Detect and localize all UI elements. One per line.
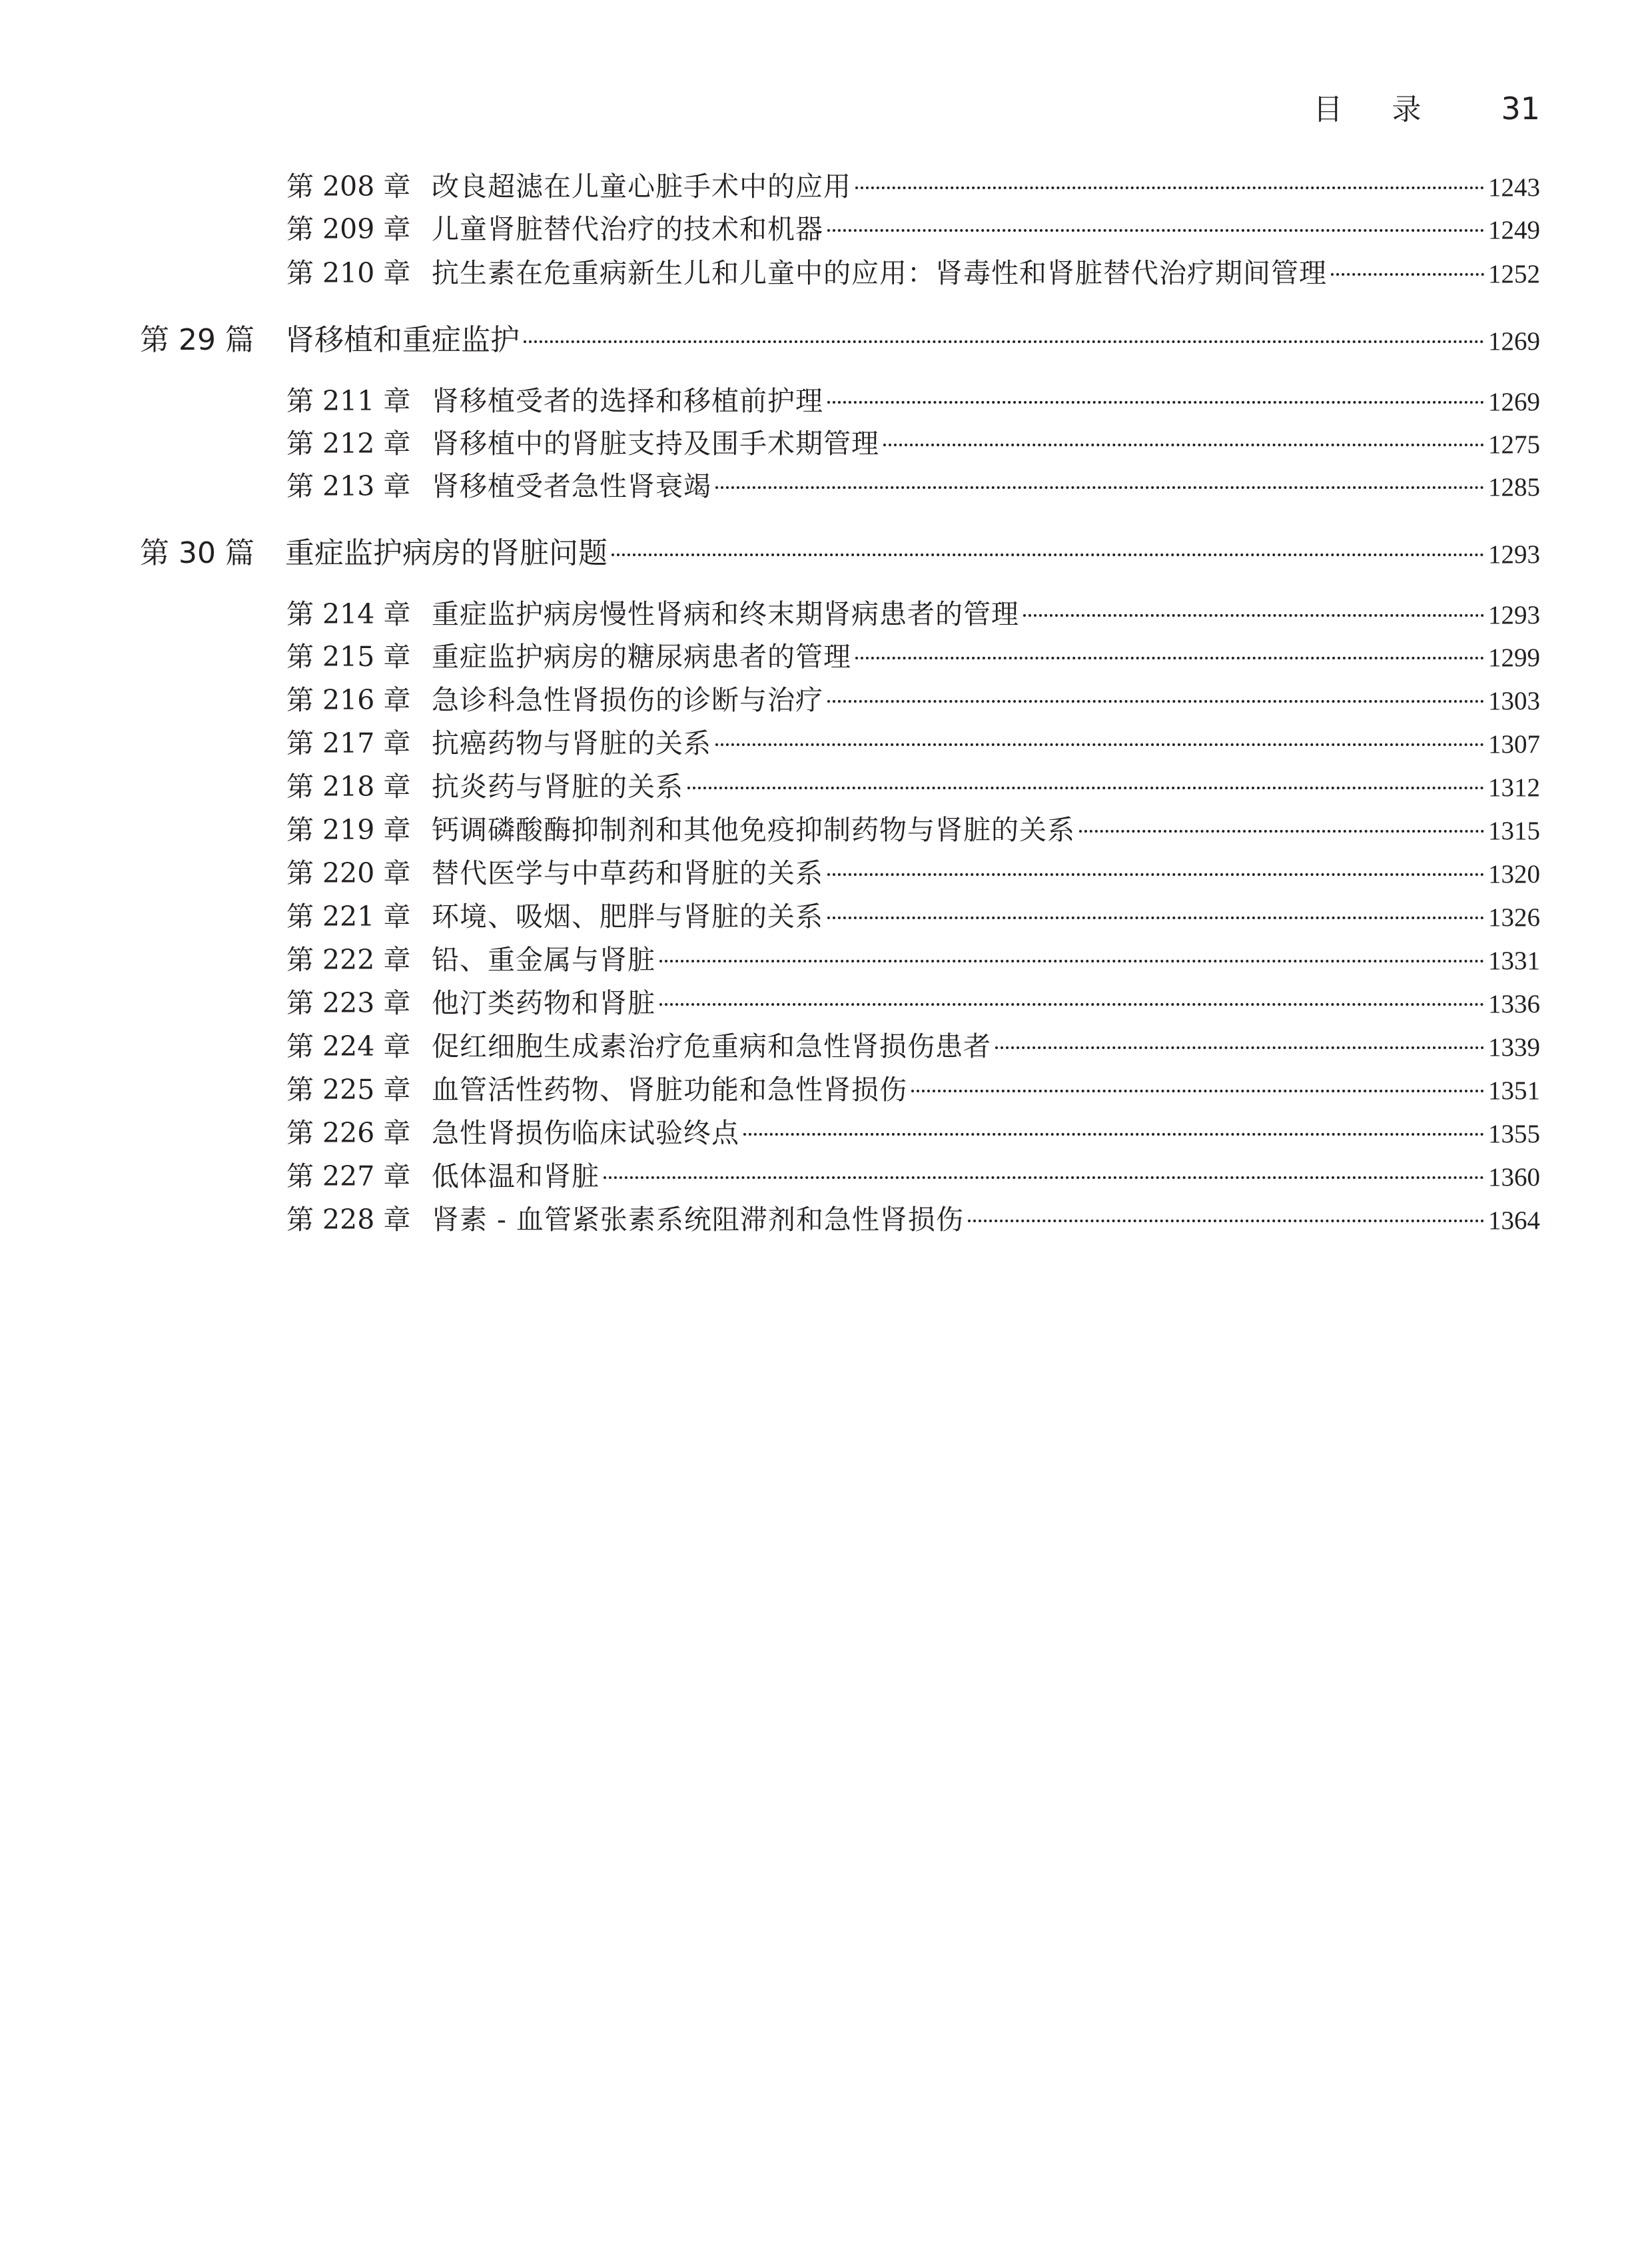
chapter-number: 第 224 章 [286, 1030, 411, 1062]
toc-chapter-213[interactable] [286, 466, 1540, 506]
chapter-number: 第 227 章 [286, 1160, 411, 1192]
page-number: 31 [1501, 91, 1540, 127]
part-page: 1269 [1488, 327, 1540, 356]
toc-chapter-221[interactable] [286, 897, 1540, 936]
chapter-page: 1307 [1488, 730, 1540, 759]
dot-leader [883, 444, 1484, 446]
toc-chapter-224[interactable] [286, 1026, 1540, 1066]
toc-chapter-226[interactable] [286, 1113, 1540, 1153]
dot-leader [995, 1046, 1484, 1049]
chapter-number: 第 212 章 [286, 428, 411, 460]
chapter-page: 1331 [1488, 946, 1540, 975]
dot-leader [855, 657, 1484, 659]
chapter-page: 1326 [1488, 903, 1540, 932]
dot-leader [687, 787, 1484, 789]
chapter-title: 肾移植中的肾脏支持及围手术期管理 [432, 428, 879, 460]
dot-leader [827, 700, 1484, 703]
chapter-title: 血管活性药物、肾脏功能和急性肾损伤 [432, 1074, 907, 1106]
chapter-number: 第 223 章 [286, 987, 411, 1019]
dot-leader [743, 1133, 1484, 1136]
chapter-title: 环境、吸烟、肥胖与肾脏的关系 [432, 901, 823, 933]
chapter-title: 促红细胞生成素治疗危重病和急性肾损伤患者 [432, 1030, 991, 1062]
part-page: 1293 [1488, 540, 1540, 569]
chapter-page: 1303 [1488, 687, 1540, 715]
chapter-title: 肾移植受者的选择和移植前护理 [432, 385, 823, 417]
chapter-page: 1293 [1488, 601, 1540, 629]
toc-chapter-222[interactable] [286, 940, 1540, 980]
chapter-title: 肾素 - 血管紧张素系统阻滞剂和急性肾损伤 [432, 1204, 964, 1236]
dot-leader [911, 1090, 1484, 1092]
toc-chapter-215[interactable] [286, 637, 1540, 677]
chapter-title: 重症监护病房慢性肾病和终末期肾病患者的管理 [432, 598, 1019, 630]
toc-chapter-212[interactable] [286, 424, 1540, 464]
toc-chapter-217[interactable] [286, 723, 1540, 763]
chapter-title: 抗生素在危重病新生儿和儿童中的应用：肾毒性和肾脏替代治疗期间管理 [432, 257, 1327, 289]
chapter-page: 1351 [1488, 1076, 1540, 1105]
toc-chapter-218[interactable] [286, 767, 1540, 807]
running-header [1313, 85, 1540, 128]
header-title: 目录 [1313, 93, 1471, 127]
chapter-number: 第 217 章 [286, 727, 411, 759]
toc-chapter-210[interactable] [286, 253, 1540, 293]
chapter-title: 抗癌药物与肾脏的关系 [432, 727, 711, 759]
dot-leader [1023, 614, 1484, 617]
toc-chapter-209[interactable] [286, 209, 1540, 249]
dot-leader [659, 1003, 1484, 1006]
chapter-page: 1275 [1488, 430, 1540, 459]
toc-part-30[interactable] [140, 532, 1540, 575]
chapter-page: 1252 [1488, 260, 1540, 288]
chapter-page: 1315 [1488, 817, 1540, 845]
chapter-title: 肾移植受者急性肾衰竭 [432, 470, 711, 502]
chapter-title: 钙调磷酸酶抑制剂和其他免疫抑制药物与肾脏的关系 [432, 814, 1075, 846]
toc-part-29[interactable] [140, 318, 1540, 362]
chapter-number: 第 210 章 [286, 257, 411, 289]
dot-leader [827, 873, 1484, 876]
chapter-page: 1336 [1488, 990, 1540, 1018]
chapter-number: 第 216 章 [286, 684, 411, 716]
chapter-number: 第 228 章 [286, 1204, 411, 1236]
chapter-page: 1285 [1488, 473, 1540, 502]
chapter-number: 第 221 章 [286, 901, 411, 933]
toc-chapter-223[interactable] [286, 983, 1540, 1023]
chapter-number: 第 211 章 [286, 385, 411, 417]
chapter-title: 重症监护病房的糖尿病患者的管理 [432, 641, 851, 673]
chapter-title: 急诊科急性肾损伤的诊断与治疗 [432, 684, 823, 716]
chapter-page: 1339 [1488, 1033, 1540, 1062]
chapter-number: 第 213 章 [286, 470, 411, 502]
dot-leader [855, 187, 1484, 189]
toc-chapter-219[interactable] [286, 810, 1540, 850]
toc-chapter-228[interactable] [286, 1200, 1540, 1240]
dot-leader [1079, 830, 1484, 833]
toc-chapter-208[interactable] [286, 167, 1540, 206]
chapter-number: 第 222 章 [286, 944, 411, 976]
chapter-title: 替代医学与中草药和肾脏的关系 [432, 857, 823, 889]
toc-chapter-227[interactable] [286, 1156, 1540, 1196]
dot-leader [827, 229, 1484, 232]
dot-leader [968, 1220, 1484, 1222]
part-title: 肾移植和重症监护 [285, 323, 520, 357]
chapter-page: 1269 [1488, 388, 1540, 416]
chapter-page: 1364 [1488, 1206, 1540, 1235]
chapter-page: 1320 [1488, 860, 1540, 889]
chapter-title: 低体温和肾脏 [432, 1160, 600, 1192]
chapter-number: 第 209 章 [286, 213, 411, 245]
toc-chapter-211[interactable] [286, 381, 1540, 421]
chapter-page: 1243 [1488, 173, 1540, 202]
chapter-page: 1360 [1488, 1163, 1540, 1192]
toc-chapter-220[interactable] [286, 853, 1540, 893]
dot-leader [524, 340, 1484, 343]
toc-chapter-225[interactable] [286, 1070, 1540, 1110]
chapter-page: 1312 [1488, 773, 1540, 802]
chapter-page: 1249 [1488, 216, 1540, 244]
dot-leader [715, 743, 1484, 746]
part-number: 第 29 篇 [140, 323, 254, 357]
chapter-number: 第 215 章 [286, 641, 411, 673]
chapter-title: 改良超滤在儿童心脏手术中的应用 [432, 171, 851, 202]
chapter-page: 1299 [1488, 643, 1540, 672]
dot-leader [604, 1176, 1484, 1179]
chapter-title: 他汀类药物和肾脏 [432, 987, 655, 1019]
part-number: 第 30 篇 [140, 536, 254, 570]
dot-leader [612, 554, 1484, 556]
chapter-title: 儿童肾脏替代治疗的技术和机器 [432, 213, 823, 245]
dot-leader [827, 401, 1484, 404]
toc-chapter-214[interactable] [286, 594, 1540, 634]
dot-leader [1331, 273, 1484, 276]
toc-chapter-216[interactable] [286, 680, 1540, 720]
chapter-number: 第 225 章 [286, 1074, 411, 1106]
chapter-number: 第 220 章 [286, 857, 411, 889]
chapter-number: 第 218 章 [286, 771, 411, 803]
chapter-number: 第 226 章 [286, 1117, 411, 1149]
dot-leader [659, 960, 1484, 962]
chapter-page: 1355 [1488, 1120, 1540, 1148]
chapter-title: 铅、重金属与肾脏 [432, 944, 655, 976]
part-title: 重症监护病房的肾脏问题 [285, 536, 608, 570]
dot-leader [827, 917, 1484, 919]
chapter-number: 第 214 章 [286, 598, 411, 630]
dot-leader [715, 486, 1484, 489]
chapter-title: 急性肾损伤临床试验终点 [432, 1117, 739, 1149]
chapter-number: 第 208 章 [286, 171, 411, 202]
chapter-number: 第 219 章 [286, 814, 411, 846]
chapter-title: 抗炎药与肾脏的关系 [432, 771, 683, 803]
